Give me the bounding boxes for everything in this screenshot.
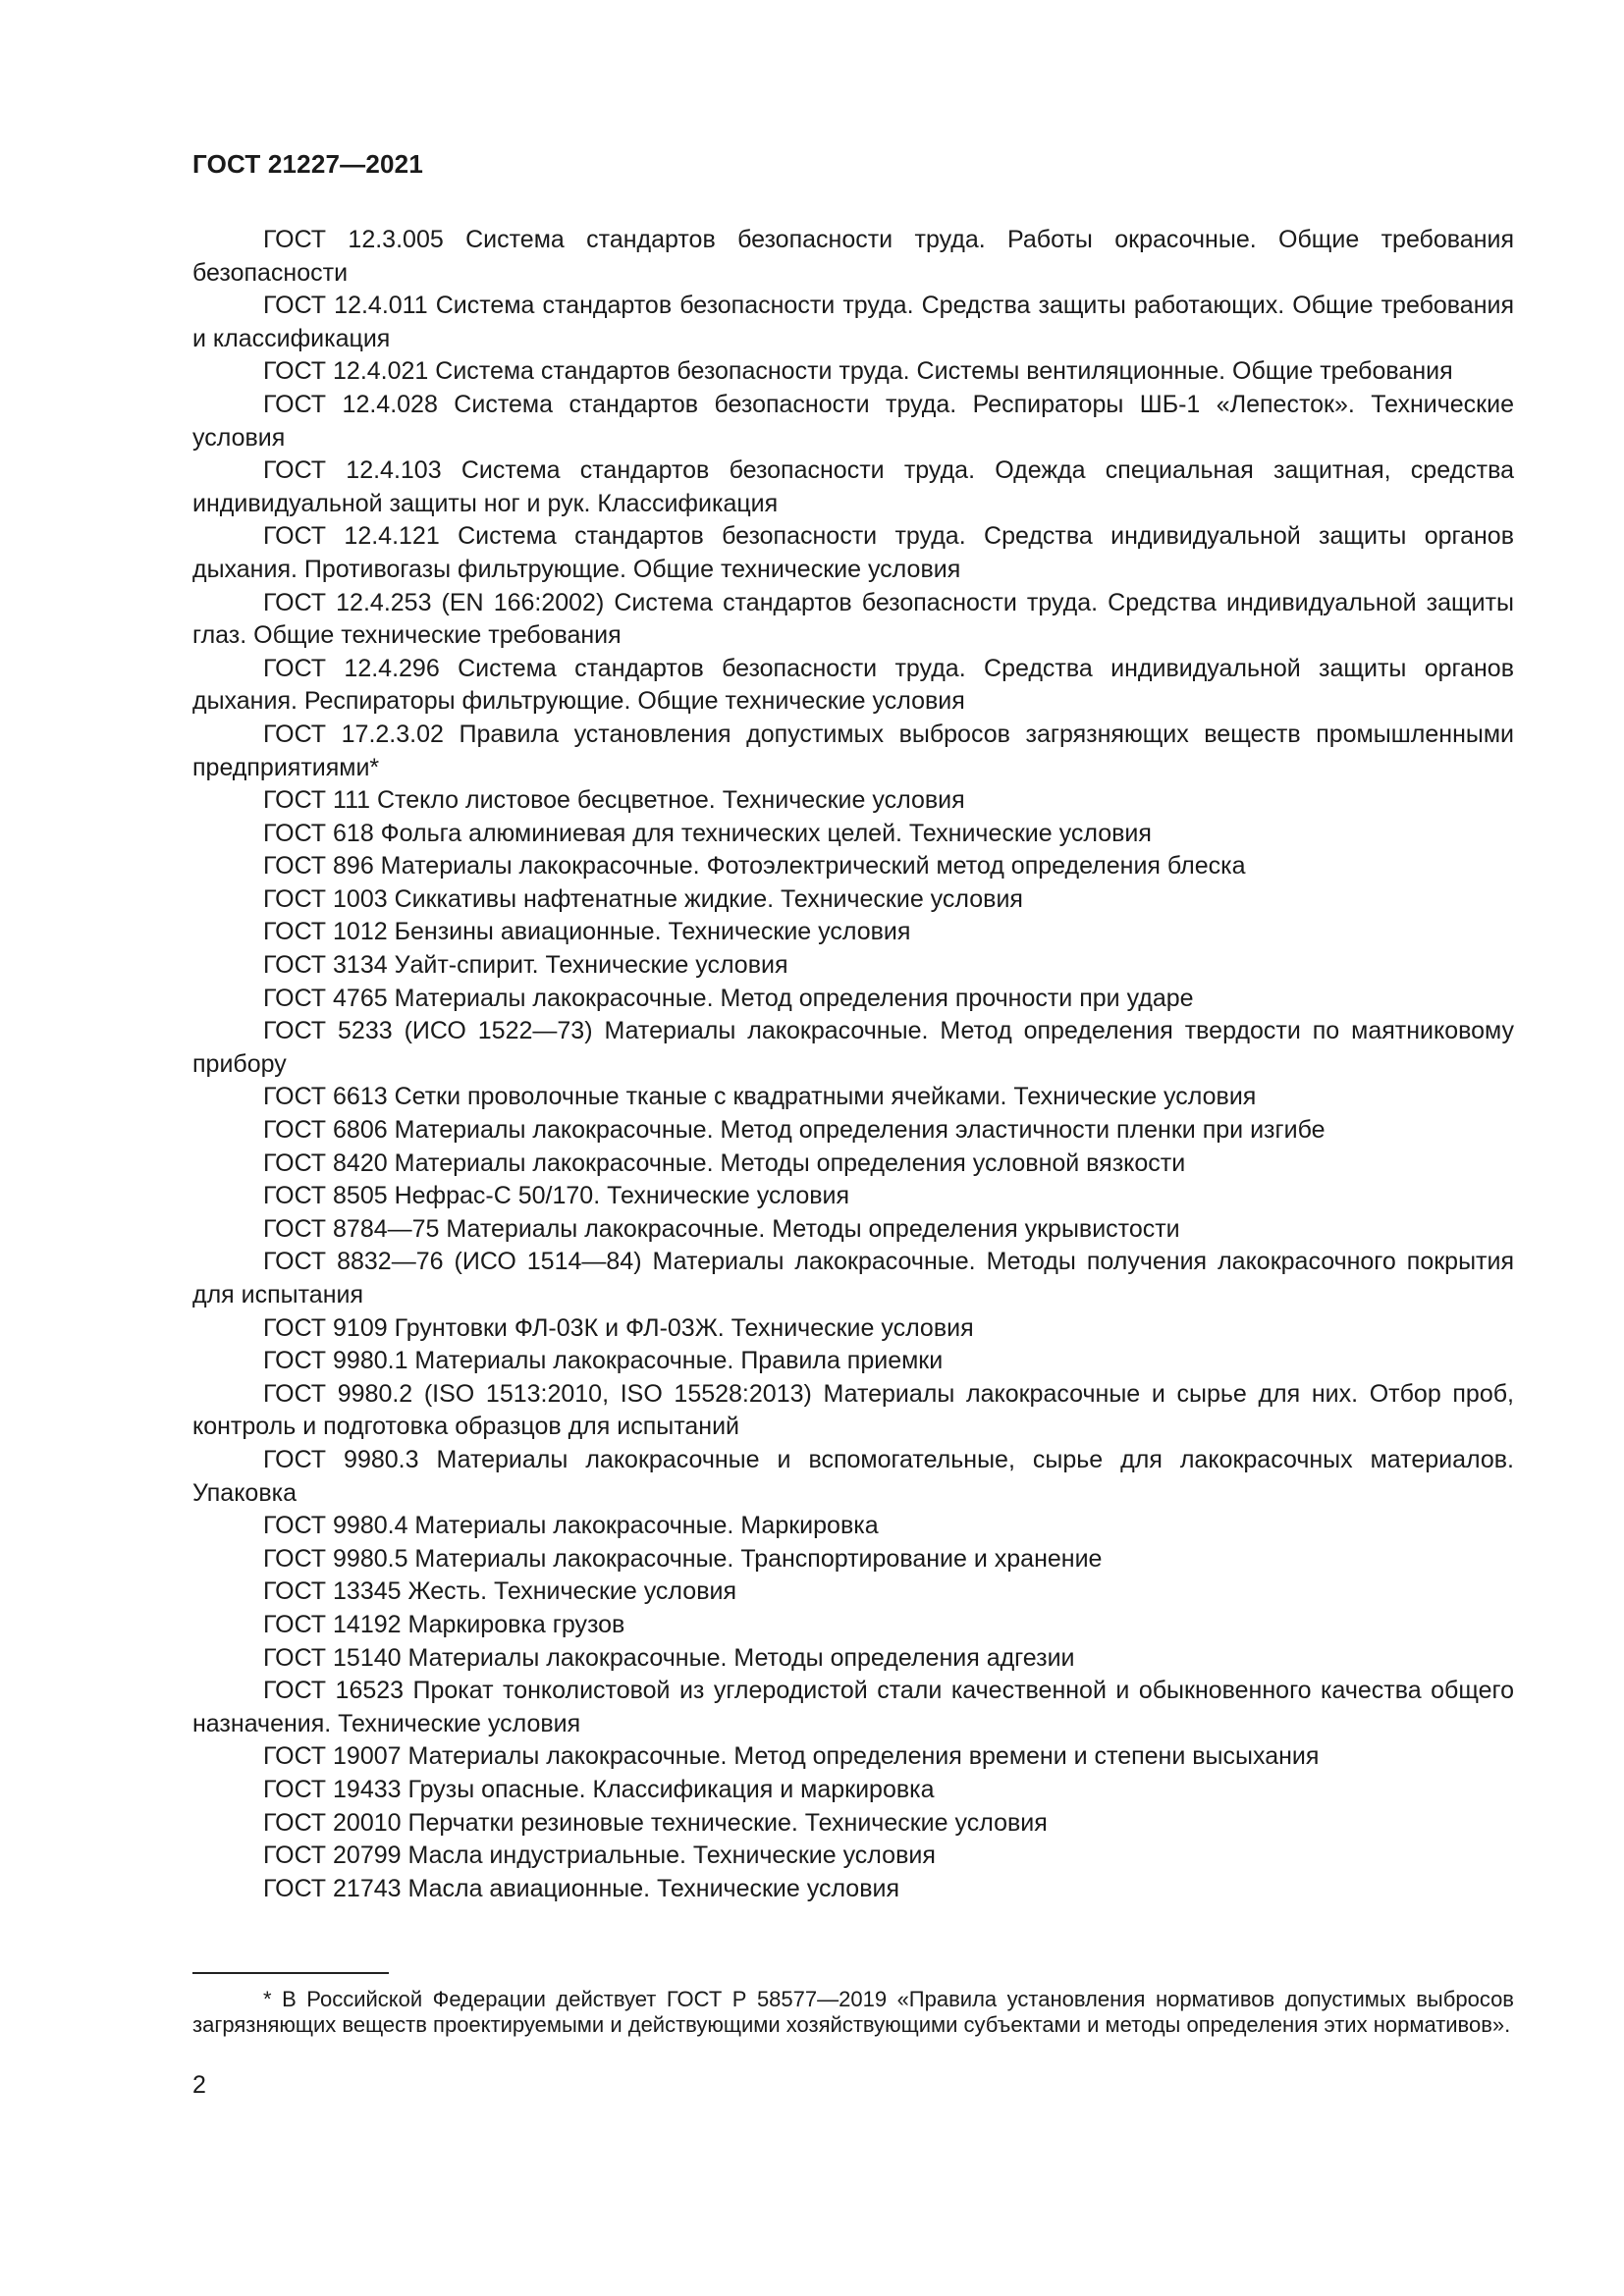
reference-item: ГОСТ 19433 Грузы опасные. Классификация и маркировка — [263, 1775, 935, 1803]
reference-item: ГОСТ 8784—75 Материалы лакокрасочные. Методы определения укрывистости — [263, 1214, 1180, 1243]
reference-item: ГОСТ 14192 Маркировка грузов — [263, 1610, 625, 1638]
reference-item: ГОСТ 9980.2 (ISO 1513:2010, ISO 15528:2013) Материалы лакокрасочные и сырье для них. Отбор проб, контроль и подготовка образцов для испытаний — [192, 1379, 1514, 1441]
reference-item: ГОСТ 8420 Материалы лакокрасочные. Методы определения условной вязкости — [263, 1148, 1186, 1177]
reference-item: ГОСТ 6806 Материалы лакокрасочные. Метод определения эластичности пленки при изгибе — [263, 1116, 1326, 1145]
reference-item: ГОСТ 1012 Бензины авиационные. Технические условия — [263, 918, 911, 946]
reference-item: ГОСТ 9109 Грунтовки ФЛ-03К и ФЛ-03Ж. Технические условия — [263, 1313, 974, 1342]
reference-item: ГОСТ 3134 Уайт-спирит. Технические условия — [263, 951, 788, 980]
reference-item: ГОСТ 4765 Материалы лакокрасочные. Метод определения прочности при ударе — [263, 984, 1194, 1012]
reference-item: ГОСТ 16523 Прокат тонколистовой из углеродистой стали качественной и обыкновенного качества общего назначения. Технические условия — [192, 1677, 1514, 1737]
page-number: 2 — [192, 2071, 206, 2099]
reference-item: ГОСТ 12.3.005 Система стандартов безопасности труда. Работы окрасочные. Общие требования безопасности — [192, 226, 1514, 287]
normative-references-list — [192, 224, 1514, 1905]
reference-item: ГОСТ 9980.4 Материалы лакокрасочные. Маркировка — [263, 1512, 879, 1540]
reference-item: ГОСТ 19007 Материалы лакокрасочные. Метод определения времени и степени высыхания — [263, 1742, 1320, 1771]
reference-item: ГОСТ 8832—76 (ИСО 1514—84) Материалы лакокрасочные. Методы получения лакокрасочного покрытия для испытания — [192, 1248, 1514, 1308]
reference-item: ГОСТ 8505 Нефрас-С 50/170. Технические условия — [263, 1182, 850, 1210]
reference-item: ГОСТ 17.2.3.02 Правила установления допустимых выбросов загрязняющих веществ промышленными предприятиями* — [192, 720, 1514, 781]
reference-item: ГОСТ 12.4.011 Система стандартов безопасности труда. Средства защиты работающих. Общие требования и классификация — [192, 292, 1514, 352]
reference-item: ГОСТ 618 Фольга алюминиевая для технических целей. Технические условия — [263, 819, 1152, 847]
reference-item: ГОСТ 6613 Сетки проволочные тканые с квадратными ячейками. Технические условия — [263, 1083, 1257, 1111]
reference-item: ГОСТ 9980.3 Материалы лакокрасочные и вспомогательные, сырье для лакокрасочных материалов. Упаковка — [192, 1445, 1514, 1507]
reference-item: ГОСТ 12.4.296 Система стандартов безопасности труда. Средства индивидуальной защиты органов дыхания. Респираторы фильтрующие. Общие технические условия — [192, 654, 1514, 716]
footnote-separator — [192, 1972, 389, 1974]
reference-item: ГОСТ 12.4.021 Система стандартов безопасности труда. Системы вентиляционные. Общие требования — [263, 357, 1453, 386]
reference-item: ГОСТ 13345 Жесть. Технические условия — [263, 1577, 736, 1606]
reference-item: ГОСТ 20799 Масла индустриальные. Технические условия — [263, 1842, 936, 1870]
reference-item: ГОСТ 12.4.253 (EN 166:2002) Система стандартов безопасности труда. Средства индивидуальной защиты глаз. Общие технические требования — [192, 588, 1514, 650]
reference-item: ГОСТ 896 Материалы лакокрасочные. Фотоэлектрический метод определения блеска — [263, 852, 1246, 881]
footnote: * В Российской Федерации действует ГОСТ Р 58577—2019 «Правила установления нормативов допустимых выбросов загрязняющих веществ проектируемыми и действующими хозяйствующими субъектами и методы определения этих нормативов». — [192, 1987, 1514, 2037]
reference-item: ГОСТ 21743 Масла авиационные. Технические условия — [263, 1874, 899, 1902]
reference-item: ГОСТ 111 Стекло листовое бесцветное. Технические условия — [263, 786, 965, 815]
reference-item: ГОСТ 12.4.103 Система стандартов безопасности труда. Одежда специальная защитная, средства индивидуальной защиты ног и рук. Классификация — [192, 456, 1514, 517]
reference-item: ГОСТ 12.4.028 Система стандартов безопасности труда. Респираторы ШБ-1 «Лепесток». Технические условия — [192, 390, 1514, 452]
reference-item: ГОСТ 12.4.121 Система стандартов безопасности труда. Средства индивидуальной защиты органов дыхания. Противогазы фильтрующие. Общие технические условия — [192, 522, 1514, 583]
document-header: ГОСТ 21227—2021 — [192, 149, 423, 179]
reference-item: ГОСТ 15140 Материалы лакокрасочные. Методы определения адгезии — [263, 1643, 1075, 1672]
reference-item: ГОСТ 9980.1 Материалы лакокрасочные. Правила приемки — [263, 1347, 944, 1375]
reference-item: ГОСТ 9980.5 Материалы лакокрасочные. Транспортирование и хранение — [263, 1544, 1103, 1573]
reference-item: ГОСТ 1003 Сиккативы нафтенатные жидкие. Технические условия — [263, 884, 1023, 913]
reference-item: ГОСТ 20010 Перчатки резиновые технические. Технические условия — [263, 1808, 1048, 1837]
reference-item: ГОСТ 5233 (ИСО 1522—73) Материалы лакокрасочные. Метод определения твердости по маятниковому прибору — [192, 1017, 1514, 1078]
